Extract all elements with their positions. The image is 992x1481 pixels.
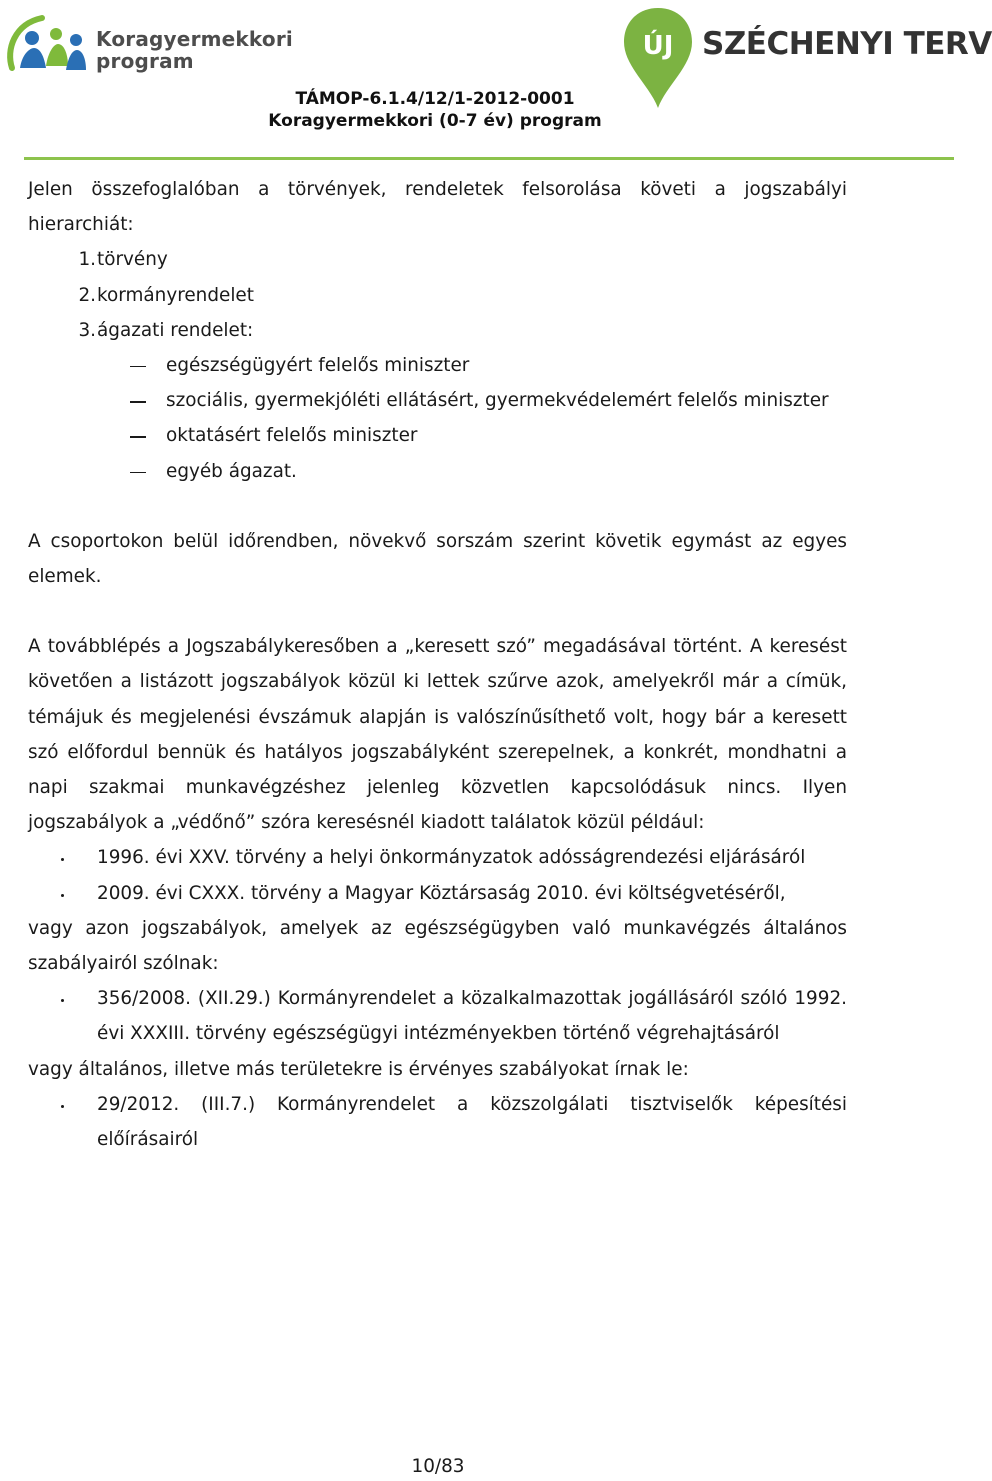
dash-item [28,383,847,418]
dash-text: egyéb ágazat. [166,460,297,482]
hierarchy-list [28,242,847,348]
dash-text: oktatásért felelős miniszter [166,425,418,447]
bullet-item [28,981,847,1051]
list-text: törvény [97,249,168,271]
project-code: TÁMOP-6.1.4/12/1-2012-0001 [295,89,575,109]
program-name: Koragyermekkori (0-7 év) program [268,111,602,131]
bullet-marker [28,981,97,1051]
dash-item [28,348,847,383]
general-rules-paragraph: vagy azon jogszabályok, amelyek az egészségügyben való munkavégzés általános szabályairól szólnak: [28,917,847,975]
dash-item [28,454,847,489]
example-list-2 [28,981,847,1051]
bullet-text: 1996. évi XXV. törvény a helyi önkormányzatok adósságrendezési eljárásáról [97,847,806,869]
bullet-marker [28,1087,97,1157]
brand-name: SZÉCHENYI TERV [702,26,992,62]
dash-text: szociális, gyermekjóléti ellátásért, gyermekvédelemért felelős miniszter [166,390,829,412]
ordering-paragraph: A csoportokon belül időrendben, növekvő sorszám szerint követik egymást az egyes elemek. [28,530,847,588]
example-list-1 [28,840,847,910]
document-body [28,172,847,1157]
bullet-item [28,1087,847,1157]
example-list-3 [28,1087,847,1157]
list-number: 1. [78,249,96,271]
logo-line2: program [96,49,194,73]
page-header [0,0,992,162]
intro-paragraph: Jelen összefoglalóban a törvények, rendeletek felsorolása követi a jogszabályi hierarchiát: [28,179,847,236]
bullet-marker [28,840,97,875]
dash-marker [28,383,166,418]
logo-text [96,28,293,72]
dash-marker [28,348,166,383]
list-item [28,242,847,277]
dash-item [28,418,847,453]
list-number: 3. [78,319,96,341]
sector-list [28,348,847,489]
bullet-text: 29/2012. (III.7.) Kormányrendelet a közszolgálati tisztviselők képesítési előírásairól [97,1093,847,1151]
dash-marker [28,418,166,453]
bullet-text: 356/2008. (XII.29.) Kormányrendelet a közalkalmazottak jogállásáról szóló 1992. évi XXXIII. törvény egészségügyi intézményekben történő végrehajtásáról [97,988,847,1045]
other-areas-paragraph: vagy általános, illetve más területekre is érvényes szabályokat írnak le: [28,1058,689,1080]
bullet-item [28,840,847,875]
children-icon [4,10,94,82]
koragyermekkori-logo [4,10,304,82]
dash-text: egészségügyért felelős miniszter [166,355,470,377]
list-number: 2. [78,284,96,306]
list-item [28,313,847,348]
page-number: 10/83 [411,1456,465,1477]
bullet-text: 2009. évi CXXX. törvény a Magyar Köztársaság 2010. évi költségvetéséről, [97,882,786,904]
dash-marker [28,454,166,489]
list-text: kormányrendelet [97,284,254,306]
header-rule [24,157,954,160]
badge-text: ÚJ [642,31,674,61]
bullet-item [28,876,847,911]
bullet-marker [28,876,97,911]
list-item [28,278,847,313]
logo-line1: Koragyermekkori [96,27,293,51]
list-text: ágazati rendelet: [97,319,254,341]
search-paragraph: A továbblépés a Jogszabálykeresőben a „keresett szó” megadásával történt. A keresést követően a listázott jogszabályok közül ki lettek szűrve azok, amelyekről már a címük, témájuk és megjelenési évszámuk alapján is valószínűsíthető volt, hogy bár a keresett szó előfordul bennük és hatályos jogszabályként szerepelnek, a konkrét, mondhatni a napi szakmai munkavégzéshez jelenleg közvetlen kapcsolódásuk nincs. Ilyen jogszabályok a „védőnő” szóra keresésnél kiadott találatok közül például: [28,636,847,834]
